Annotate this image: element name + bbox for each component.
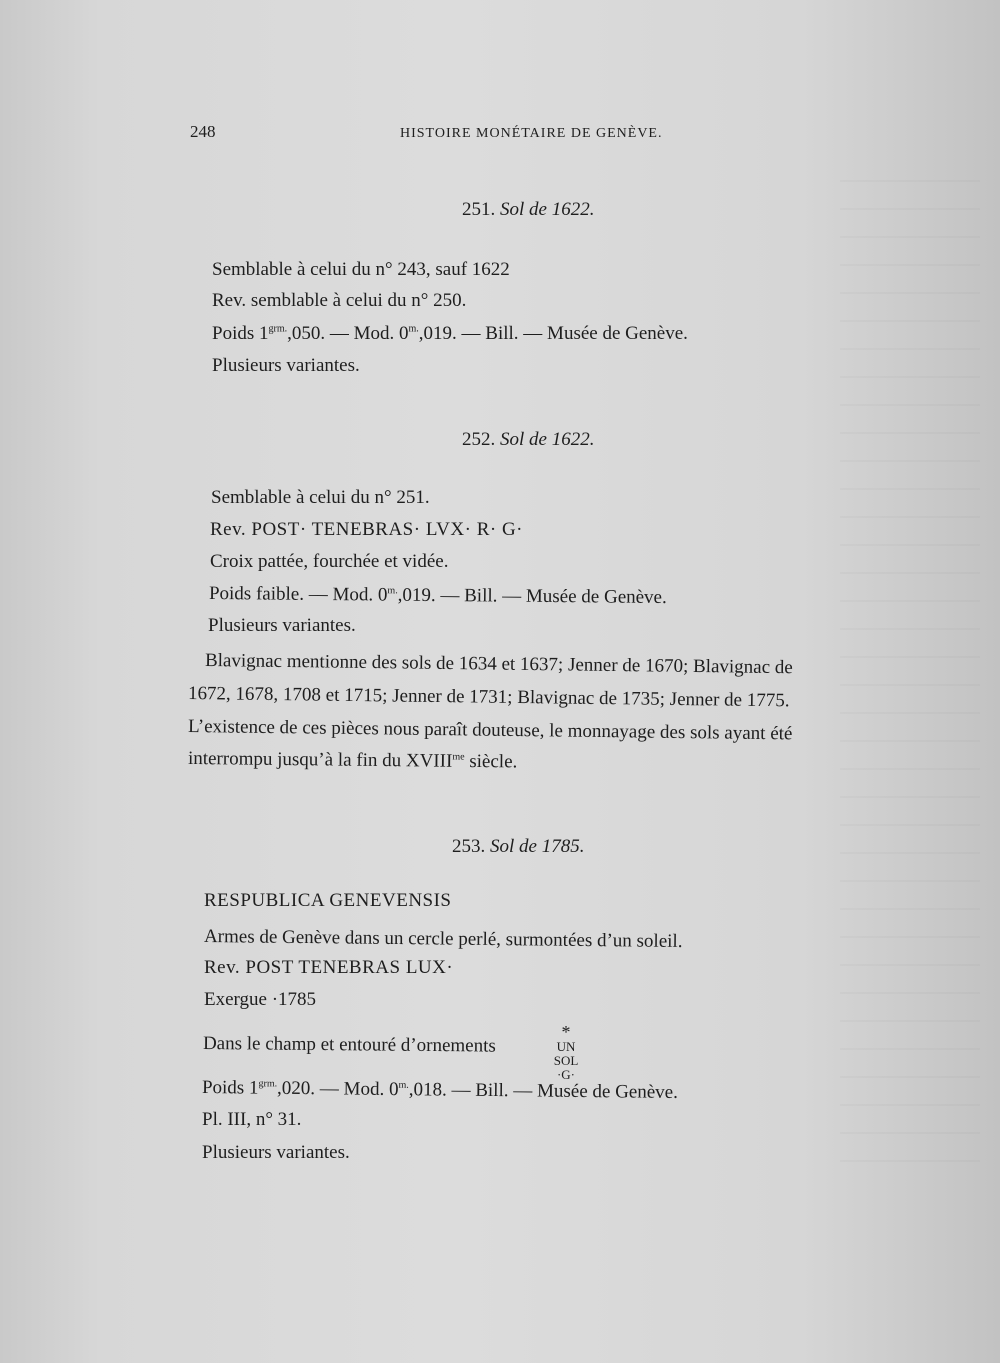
entry-252-reverse: Rev. POST· TENEBRAS· LVX· R· G·	[210, 519, 523, 540]
inscription-line: ·G·	[556, 1067, 576, 1082]
entry-title: Sol de 1622.	[500, 429, 595, 450]
page-number: 248	[190, 122, 216, 141]
entry-251-line: Semblable à celui du n° 243, sauf 1622	[212, 259, 510, 280]
entry-253-line: Pl. III, n° 31.	[202, 1109, 302, 1130]
inscription-line: UN	[556, 1039, 576, 1054]
entry-252-line: Semblable à celui du n° 251.	[211, 487, 430, 508]
entry-title: Sol de 1622.	[500, 199, 595, 220]
star-ornament-icon: *	[561, 1022, 571, 1042]
entry-number: 253.	[452, 836, 486, 857]
note-paragraph-line: Blavignac mentionne des sols de 1634 et 1637; Jenner de 1670; Blavignac de	[204, 650, 793, 679]
entry-252-line: Plusieurs variantes.	[208, 615, 356, 636]
inscription-line: SOL	[553, 1053, 579, 1068]
entry-253-legend: RESPUBLICA GENEVENSIS	[204, 890, 452, 911]
entry-253-heading	[452, 836, 584, 858]
entry-253-line: Dans le champ et entouré d’ornements	[202, 1033, 496, 1057]
entry-251-heading	[462, 199, 594, 221]
note-paragraph-line: 1672, 1678, 1708 et 1715; Jenner de 1731; Blavignac de 1735; Jenner de 1775.	[187, 683, 790, 712]
entry-252-heading	[462, 429, 594, 451]
entry-253-line: Armes de Genève dans un cercle perlé, surmontées d’un soleil.	[203, 926, 683, 953]
entry-number: 251.	[462, 199, 496, 220]
coin-field-inscription	[544, 1024, 588, 1082]
entry-251-line: Plusieurs variantes.	[212, 355, 360, 376]
entry-252-line: Croix pattée, fourchée et vidée.	[210, 551, 449, 572]
entry-251-line: Rev. semblable à celui du n° 250.	[212, 290, 467, 311]
entry-252-measurements: Poids faible. — Mod. $0^{m.},019$. — Bill. — Musée de Genève.	[208, 583, 667, 608]
note-paragraph-line: L’existence de ces pièces nous paraît douteuse, le monnayage des sols ayant été	[187, 716, 793, 745]
note-paragraph-line: interrompu jusqu’à la fin du $XVIII^{me}$ siècle.	[187, 748, 518, 773]
entry-253-line: Exergue ·1785	[204, 989, 317, 1010]
entry-253-line: Plusieurs variantes.	[202, 1142, 350, 1163]
running-title: HISTOIRE MONÉTAIRE DE GENÈVE.	[400, 126, 663, 141]
bleed-through-texture	[840, 180, 980, 1180]
entry-title: Sol de 1785.	[490, 836, 585, 857]
entry-251-measurements: Poids $1^{grm.},050$. — Mod. $0^{m.},019$. — Bill. — Musée de Genève.	[212, 323, 688, 344]
entry-253-reverse: Rev. POST TENEBRAS LUX·	[204, 957, 454, 978]
entry-number: 252.	[462, 429, 496, 450]
entry-253-measurements: Poids $1^{grm.},020$. — Mod. $0^{m.},018$. — Bill. — Musée de Genève.	[201, 1077, 679, 1103]
